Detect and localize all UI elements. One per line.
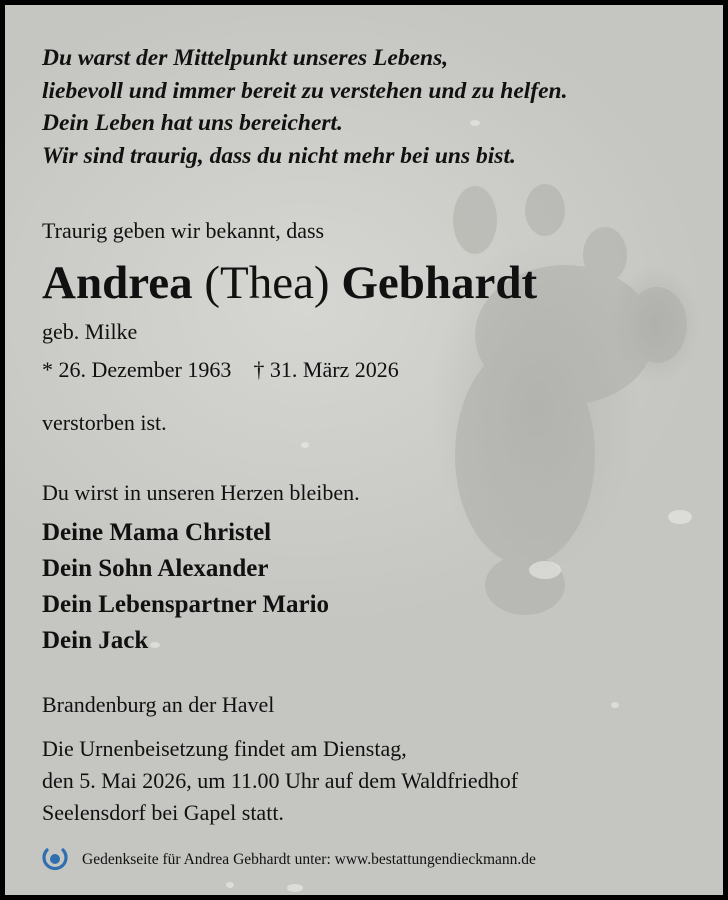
mourner-item: Dein Jack (42, 627, 149, 654)
life-dates (42, 355, 713, 385)
poem-line-1: Du warst der Mittelpunkt unseres Lebens, (42, 45, 449, 71)
poem-line-2: liebevoll und immer bereit zu verstehen und zu helfen. (42, 77, 568, 104)
place-name: Brandenburg an der Havel (42, 692, 275, 717)
birth-name: geb. Milke (42, 319, 138, 344)
birth-date: * 26. Dezember 1963 (42, 357, 232, 382)
mourner-item: Dein Sohn Alexander (42, 555, 269, 582)
memorial-poem (42, 42, 713, 172)
passed-away-text: verstorben ist. (42, 410, 167, 435)
mourner-item: Dein Lebenspartner Mario (42, 591, 330, 618)
poem-line-4: Wir sind traurig, dass du nicht mehr bei uns bist. (42, 142, 516, 169)
deceased-last-name: Gebhardt (341, 257, 538, 309)
burial-line-1: Die Urnenbeisetzung findet am Dienstag, (42, 736, 407, 761)
poem-line-3: Dein Leben hat uns bereichert. (42, 110, 343, 136)
obituary-card (5, 5, 723, 895)
mourner-item: Deine Mama Christel (42, 519, 272, 546)
mourners-list (42, 515, 713, 659)
memorial-ring-logo-icon (38, 847, 72, 873)
burial-details (42, 733, 713, 829)
burial-line-2: den 5. Mai 2026, um 11.00 Uhr auf dem Waldfriedhof (42, 768, 519, 793)
announcement-intro: Traurig geben wir bekannt, dass (42, 218, 325, 243)
memorial-page-footer (38, 847, 536, 873)
heart-line: Du wirst in unseren Herzen bleiben. (42, 480, 360, 505)
deceased-first-name: Andrea (42, 257, 193, 309)
death-date: † 31. März 2026 (253, 357, 399, 382)
memorial-page-link[interactable]: Gedenkseite für Andrea Gebhardt unter: www.bestattungendieckmann.de (82, 851, 536, 868)
burial-line-3: Seelensdorf bei Gapel statt. (42, 800, 284, 825)
deceased-name (42, 255, 713, 311)
deceased-nickname: (Thea) (204, 257, 330, 309)
